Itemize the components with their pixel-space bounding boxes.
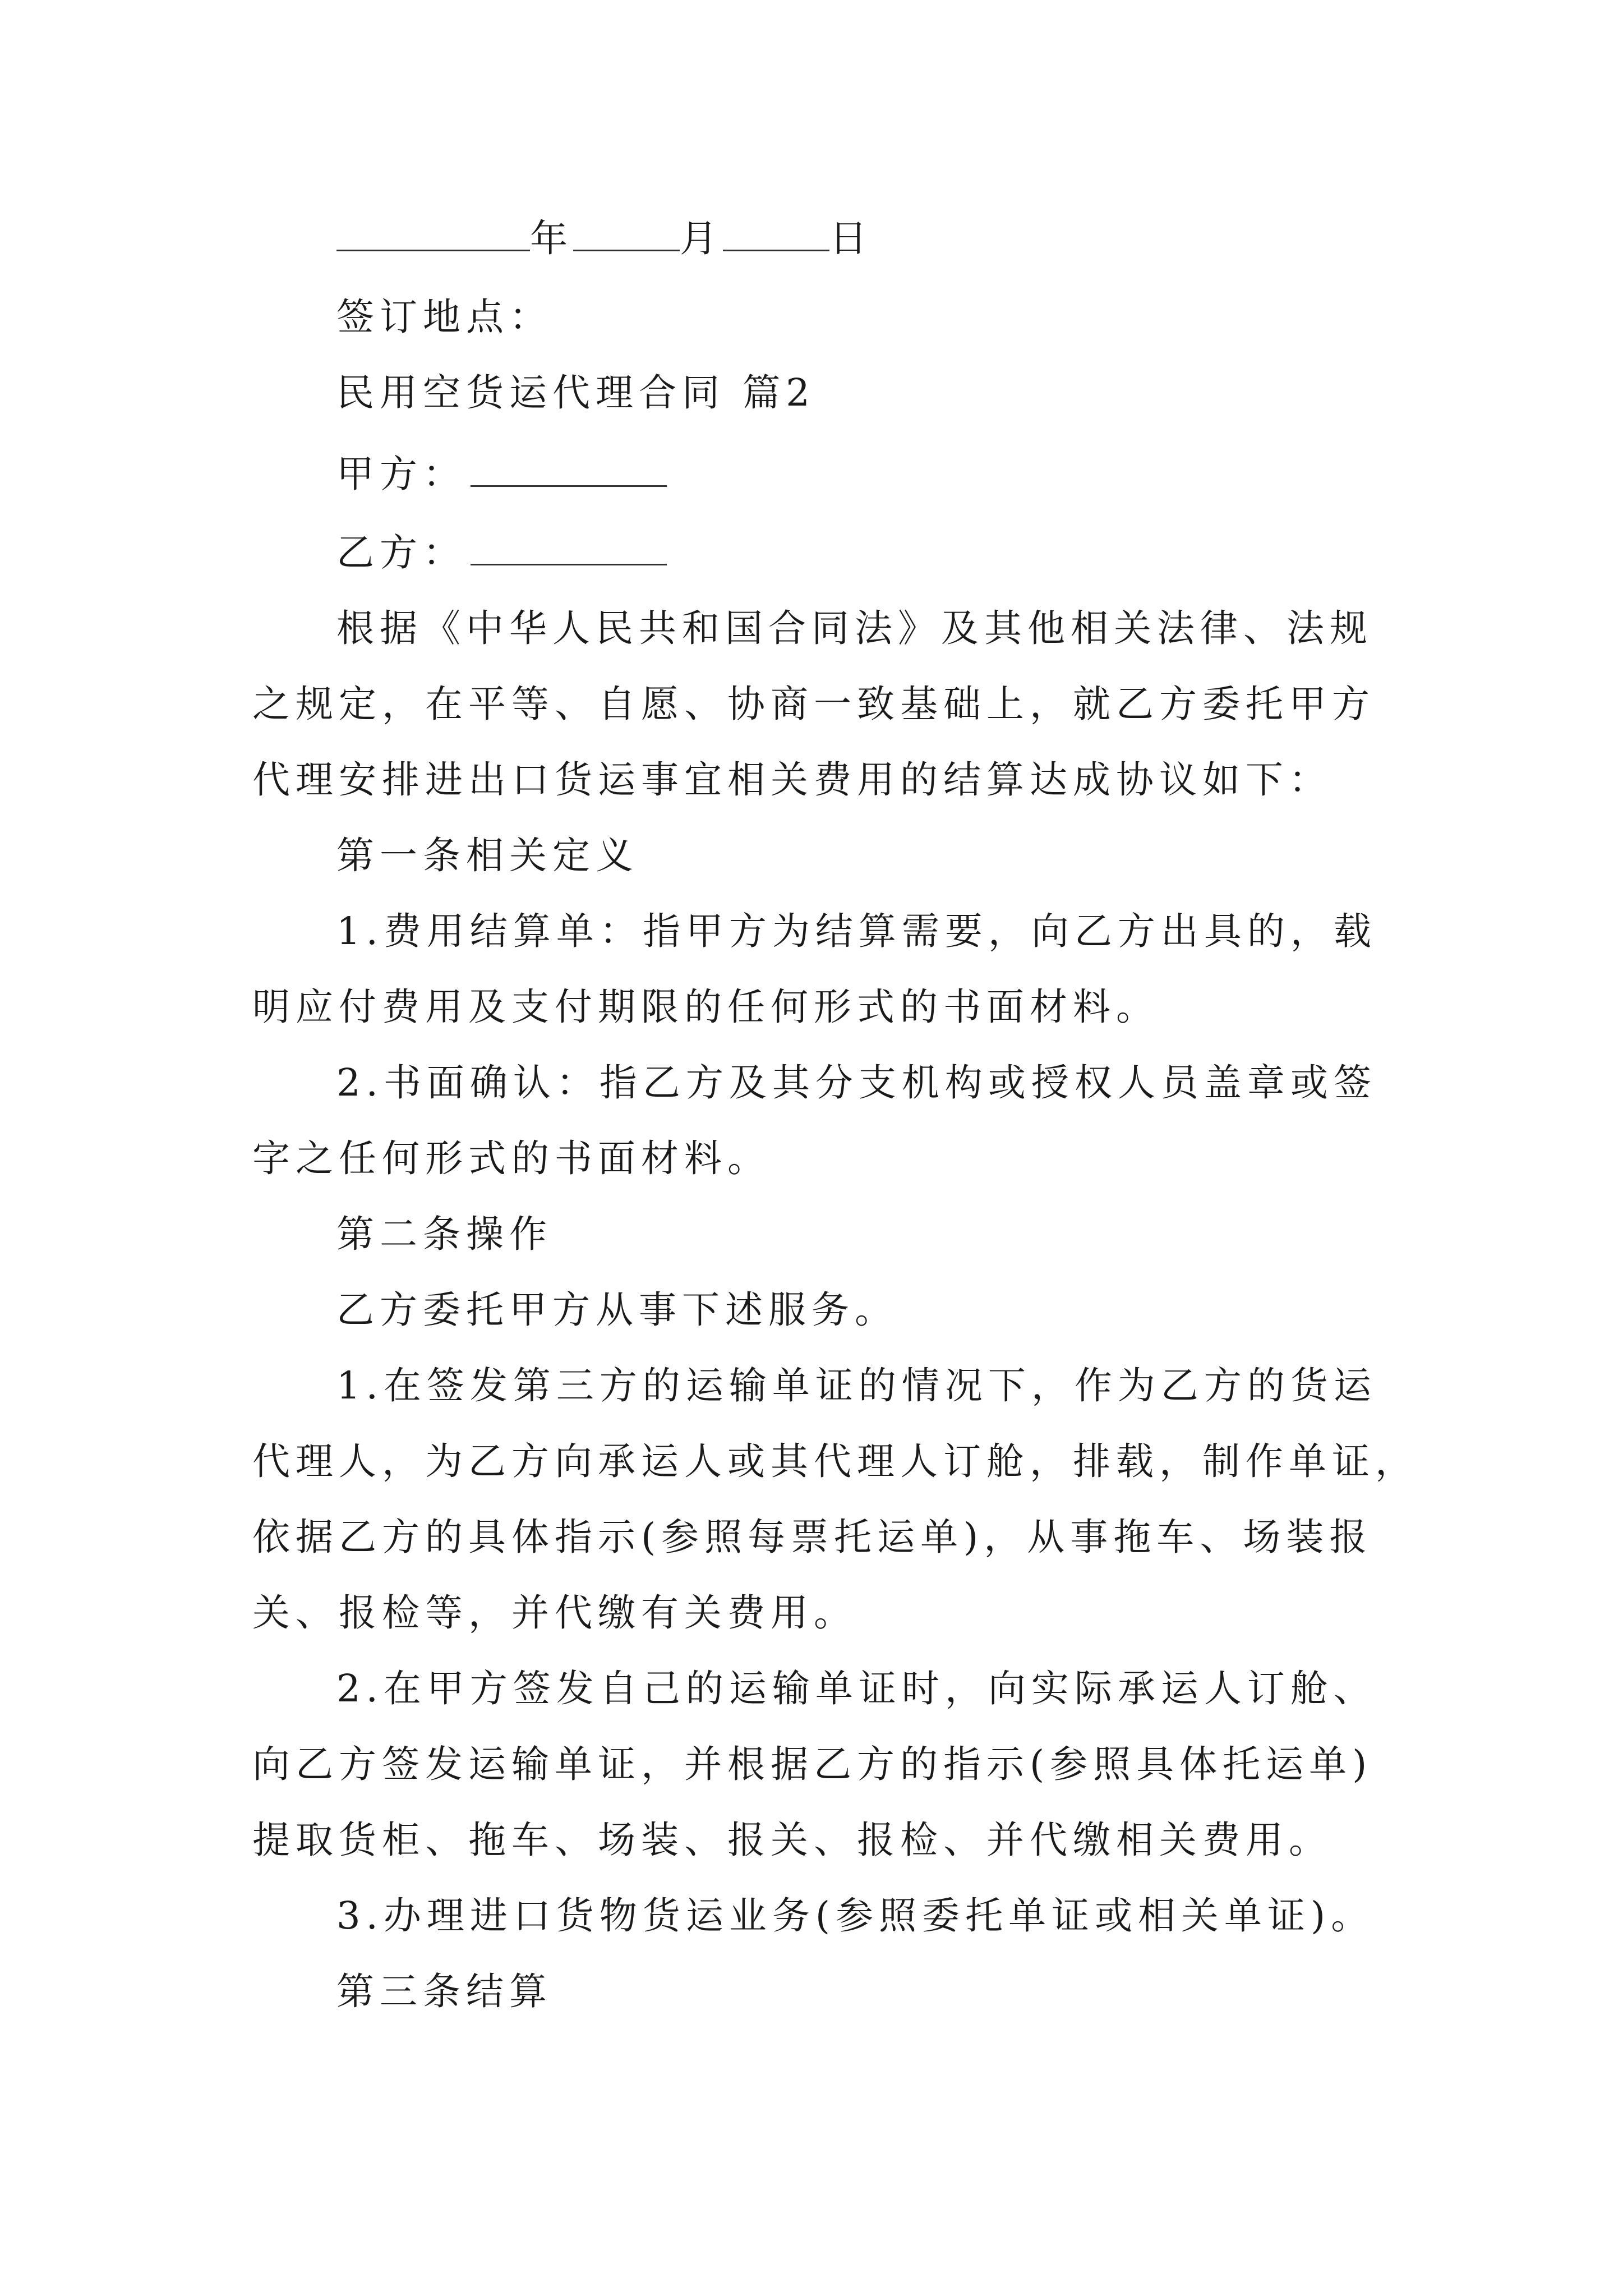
service-intro: 乙方委托甲方从事下述服务。	[336, 1288, 898, 1332]
party-a-line	[336, 449, 1464, 499]
definition-2-line-2: 字之任何形式的书面材料。	[252, 1137, 771, 1180]
service-2-line-2: 向乙方签发运输单证，并根据乙方的指示(参照具体托运单)	[252, 1742, 1373, 1786]
day-blank	[723, 217, 829, 251]
service-2-line-3: 提取货柜、拖车、场装、报关、报检、并代缴相关费用。	[252, 1818, 1332, 1862]
service-1-line-2: 代理人，为乙方向承运人或其代理人订舱，排载，制作单证，	[252, 1439, 1418, 1483]
party-b-label: 乙方：	[336, 531, 466, 574]
service-1-line-3: 依据乙方的具体指示(参照每票托运单)，从事拖车、场装报	[252, 1515, 1373, 1559]
party-b-line	[336, 527, 1464, 578]
definition-1-line-2: 明应付费用及支付期限的任何形式的书面材料。	[252, 985, 1159, 1029]
intro-line-1: 根据《中华人民共和国合同法》及其他相关法律、法规	[336, 606, 1373, 650]
contract-heading: 民用空货运代理合同 篇2	[336, 371, 815, 415]
month-blank	[573, 217, 680, 251]
day-label: 日	[829, 217, 873, 260]
month-label: 月	[680, 217, 723, 260]
service-1-line-4: 关、报检等，并代缴有关费用。	[252, 1591, 857, 1635]
signing-date-line	[336, 213, 1464, 264]
service-2-line-1: 2.在甲方签发自己的运输单证时，向实际承运人订舱、	[336, 1667, 1377, 1710]
party-a-label: 甲方：	[336, 452, 466, 496]
intro-line-2: 之规定，在平等、自愿、协商一致基础上，就乙方委托甲方	[252, 682, 1375, 726]
year-blank	[336, 217, 530, 251]
service-1-line-1: 1.在签发第三方的运输单证的情况下，作为乙方的货运	[336, 1364, 1377, 1407]
party-a-blank	[471, 453, 667, 487]
article-3-title: 第三条结算	[336, 1970, 552, 2013]
signing-place-label: 签订地点：	[336, 295, 552, 339]
party-b-blank	[471, 531, 667, 565]
definition-2-line-1: 2.书面确认：指乙方及其分支机构或授权人员盖章或签	[336, 1061, 1377, 1105]
article-1-title: 第一条相关定义	[336, 834, 639, 877]
intro-line-3: 代理安排进出口货运事宜相关费用的结算达成协议如下：	[252, 758, 1332, 802]
article-2-title: 第二条操作	[336, 1212, 552, 1256]
definition-1-line-1: 1.费用结算单：指甲方为结算需要，向乙方出具的，载	[336, 909, 1377, 953]
year-label: 年	[530, 217, 573, 260]
service-3-line: 3.办理进口货物货运业务(参照委托单证或相关单证)。	[336, 1894, 1375, 1938]
